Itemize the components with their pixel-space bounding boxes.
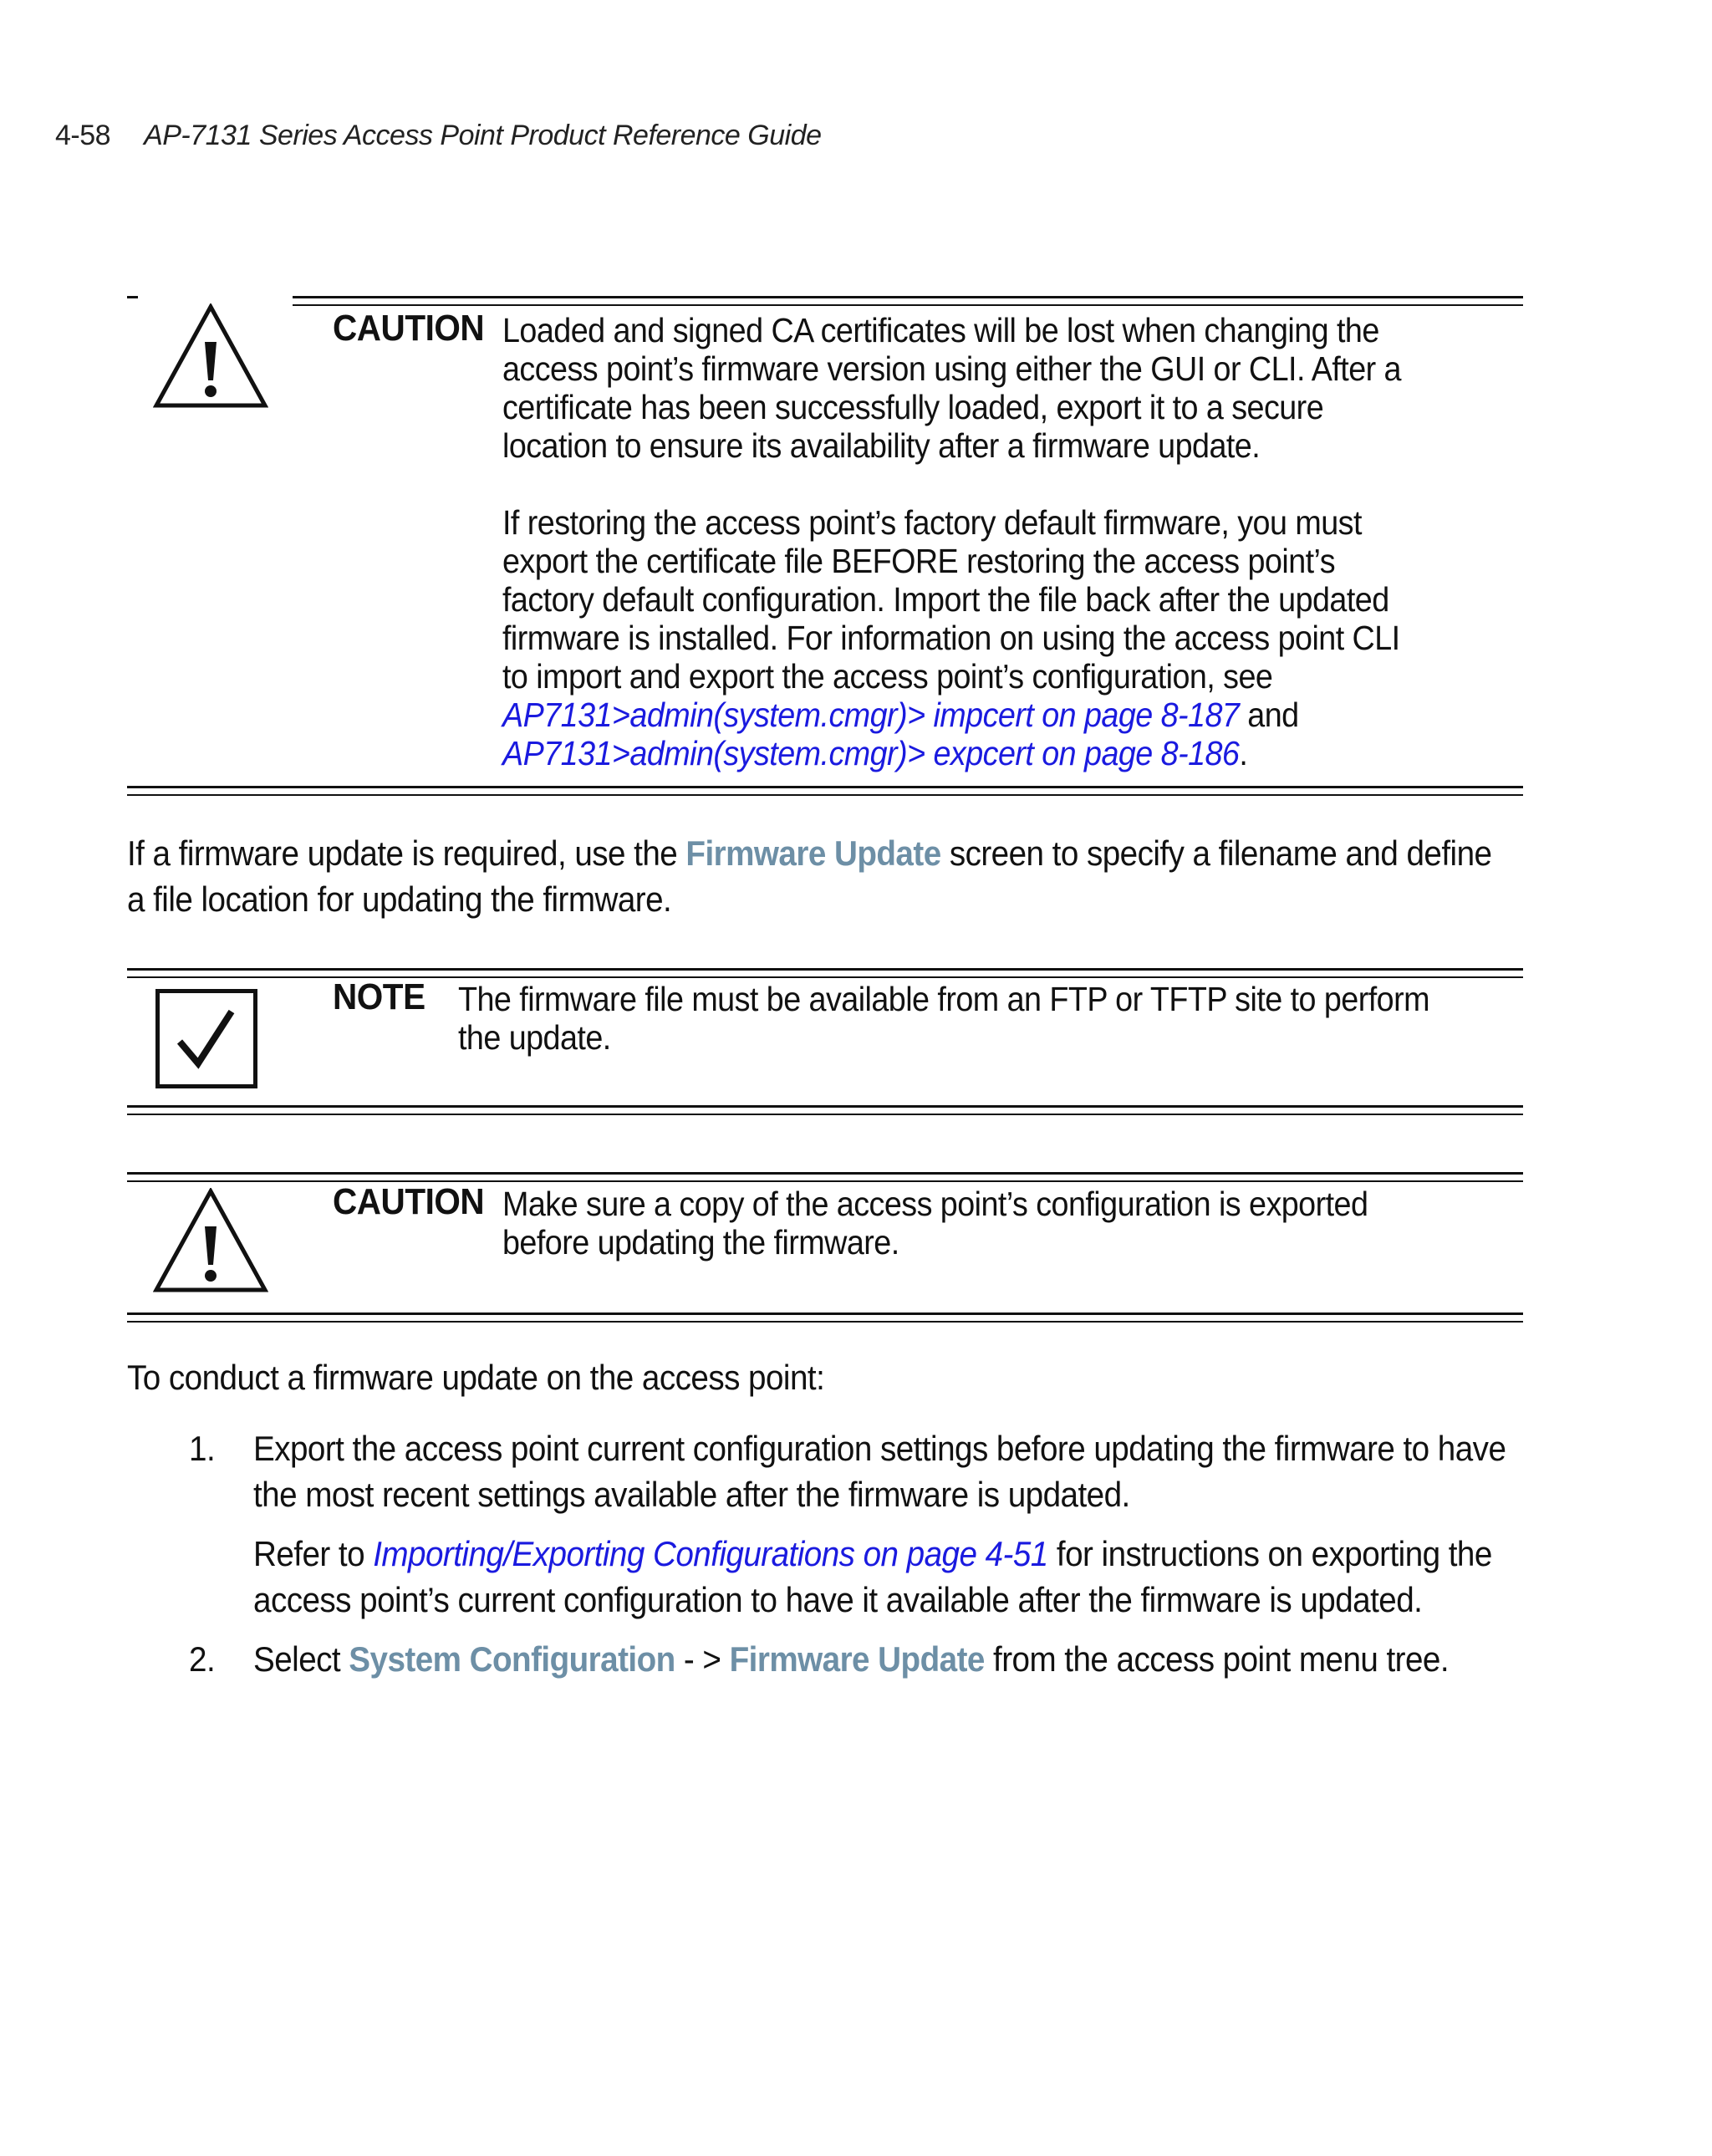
firmware-update-ref: Firmware Update: [685, 833, 941, 873]
step-1-refer: [253, 1531, 1526, 1623]
divider: [127, 1114, 1523, 1115]
caution-paragraph: [502, 503, 1433, 772]
step-2-after: from the access point menu tree.: [993, 1639, 1450, 1679]
refer-text: Refer to: [253, 1534, 365, 1573]
divider: [127, 296, 138, 298]
divider: [127, 1312, 1523, 1315]
step-number: 1.: [189, 1429, 216, 1468]
step-1-text: Export the access point current configuration settings before updating the firmware to have the most recent settings available after the firmware is updated.: [253, 1429, 1506, 1514]
expcert-link[interactable]: AP7131>admin(system.cmgr)> expcert on page 8-186: [502, 734, 1240, 772]
caution-triangle-icon: [153, 1188, 268, 1297]
step-2-text: [253, 1636, 1526, 1682]
divider: [127, 786, 1523, 788]
caution-sentence: If restoring the access point’s factory default firmware, you must export the certificate file BEFORE restoring the access point’s factory default configuration. Import the file back after the updated firmware is installed. For information on using the access point CLI to import and export the access point’s configuration, see: [502, 503, 1400, 696]
page-header: [55, 120, 822, 152]
divider: [293, 304, 1523, 306]
impcert-link[interactable]: AP7131>admin(system.cmgr)> impcert on page 8-187: [502, 696, 1240, 734]
divider: [127, 794, 1523, 796]
step-number: 2.: [189, 1639, 216, 1679]
intro-text: If a firmware update is required, use the: [127, 833, 678, 873]
page-number: 4-58: [55, 120, 111, 151]
guide-title: AP-7131 Series Access Point Product Reference Guide: [144, 120, 822, 151]
divider: [127, 1321, 1523, 1323]
refer-text: for instructions on exporting the access point’s current configuration to have it available after the firmware is updated.: [253, 1534, 1492, 1619]
import-export-link[interactable]: Importing/Exporting Configurations on page 4-51: [373, 1534, 1048, 1573]
divider: [127, 1172, 1523, 1175]
divider: [127, 968, 1523, 971]
intro-text: screen to specify a filename and define a file location for updating the firmware.: [127, 833, 1492, 919]
caution-label: CAUTION: [333, 1181, 485, 1222]
divider: [293, 296, 1523, 298]
note-checkmark-icon: [155, 989, 257, 1088]
and-text: and: [1247, 696, 1299, 734]
intro-paragraph: [127, 830, 1511, 922]
divider: [127, 1105, 1523, 1108]
firmware-update-ref: Firmware Update: [729, 1639, 985, 1679]
caution-text: [502, 311, 1433, 772]
caution-paragraph: Loaded and signed CA certificates will be lost when changing the access point’s firmware version using either the GUI or CLI. After a certificate has been successfully loaded, export it to a secure location to ensure its availability after a firmware update.: [502, 311, 1401, 465]
step-2-select: Select: [253, 1639, 341, 1679]
system-configuration-ref: System Configuration: [349, 1639, 675, 1679]
note-text: The firmware file must be available from an FTP or TFTP site to perform the update.: [458, 980, 1429, 1057]
menu-arrow: - >: [683, 1639, 721, 1679]
period: .: [1239, 734, 1248, 772]
caution-triangle-icon: [153, 303, 268, 413]
note-label: NOTE: [333, 976, 425, 1017]
procedure-intro: To conduct a firmware update on the access point:: [127, 1358, 825, 1397]
caution-label: CAUTION: [333, 308, 485, 349]
caution-text: Make sure a copy of the access point’s configuration is exported before updating the firmware.: [502, 1185, 1368, 1261]
